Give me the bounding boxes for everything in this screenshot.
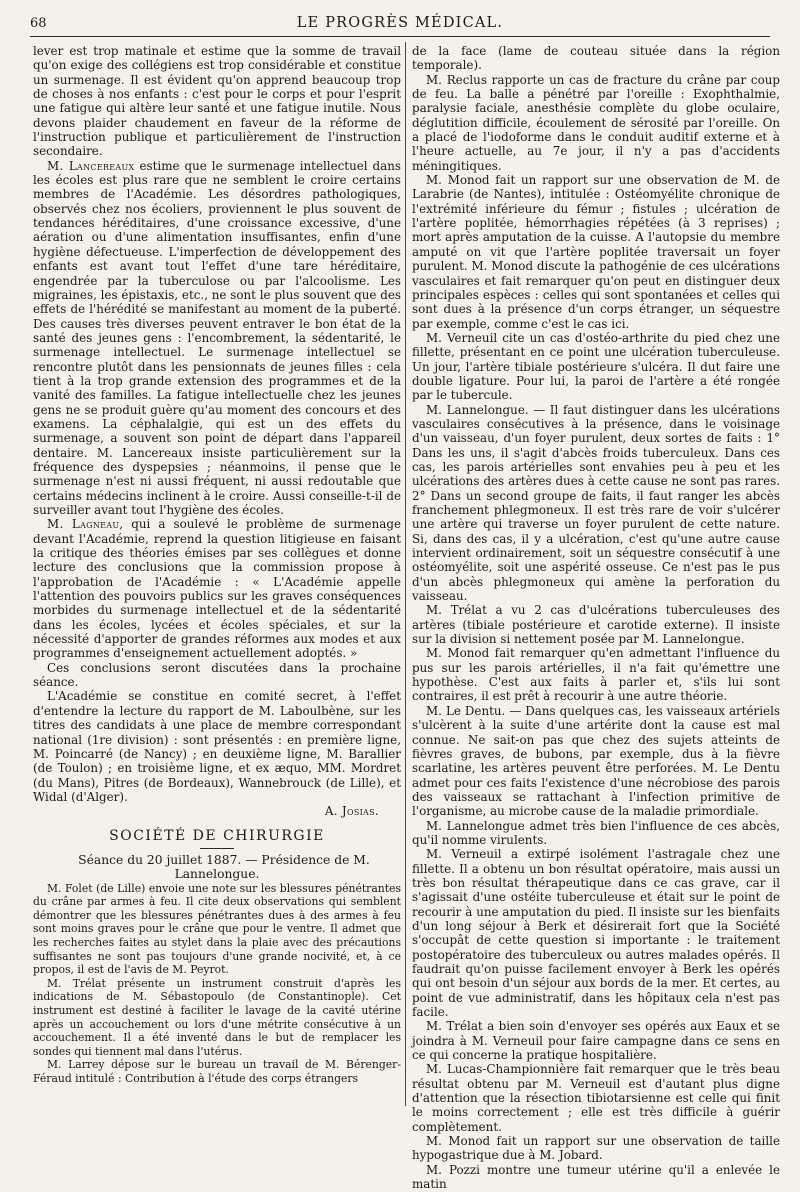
paragraph-le-dentu: M. Le Dentu. — Dans quelques cas, les vaisseaux artériels s'ulcèrent à la suite d'une artérite dont la cause est mal connue. Ne sait-on pas que chez des sujets atteints de fièvres graves, de bubons, par exemple, dus à la fièvre scarlatine, les artères peuvent être perforées. M. Le Dentu admet pour ces faits l'existence d'une nécrobiose des parois des vaisseaux se rattachant à l'infection primitive de l'organisme, au microbe cause de la maladie primordiale. xyxy=(412,703,780,819)
paragraph-surmenage-end: lever est trop matinale et estime que la somme de travail qu'on exige des collégiens est trop considérable et constitue un surmenage. Il est évident qu'on apprend beaucoup trop de choses à nos enfants : c'est pour le corps et pour l'esprit une fatigue qui altère leur santé et une fatigue inutile. Nous devons plaider chaudement en faveur de la réforme de l'instruction publique et particulièrement de l'instruction secondaire. xyxy=(33,44,401,159)
paragraph-pozzi: M. Pozzi montre une tumeur utérine qu'il a enlevée le matin xyxy=(412,1162,780,1192)
right-column xyxy=(412,44,780,1192)
paragraph-verneuil-astragale: M. Verneuil a extirpé isolément l'astragale chez une fillette. Il a obtenu un bon résultat opératoire, mais aussi un très bon résultat thérapeutique dans ce cas grave, car il s'agissait d'une ostéite tuberculeuse et était sur le point de recourir à une amputation du pied. Il insiste sur les bienfaits d'un long séjour à Berk et désirerait fort que la Société s'occupât de cette question si importante : le traitement postopératoire des tuberculeux ou autres malades opérés. Il faudrait qu'on puisse facilement envoyer à Berk les opérés qui ont besoin d'un séjour aux bords de la mer. Et certes, au point de vue administratif, dans les hôpitaux cela n'est pas facile. xyxy=(412,847,780,1020)
paragraph-folet: M. Folet (de Lille) envoie une note sur les blessures pénétrantes du crâne par armes à feu. Il cite deux observations qui semblent démontrer que les blessures pénétrantes dues à des armes à feu sont moins graves pour le crâne que pour le ventre. Il admet que les recherches faites au stylet dans la plaie avec des précautions suffisantes ne sont pas toujours d'une grande nocivité, et, à ce propos, il est de l'avis de M. Peyrot. xyxy=(33,881,401,977)
page-number: 68 xyxy=(30,16,47,31)
speaker-name: M. Lagneau xyxy=(47,517,120,532)
paragraph-trelat-eaux: M. Trélat a bien soin d'envoyer ses opérés aux Eaux et se joindra à M. Verneuil pour faire campagne dans ce sens en ce qui concerne la pratique hospitalière. xyxy=(412,1019,780,1063)
paragraph-lannelongue-virulents: M. Lannelongue admet très bien l'influence de ces abcès, qu'il nomme virulents. xyxy=(412,818,780,847)
paragraph-lagneau xyxy=(33,517,401,660)
page-header xyxy=(30,14,770,37)
paragraph-text: , qui a soulevé le problème de surmenage devant l'Académie, reprend la question litigieuse en faisant la critique des théories émises par ses collègues et donne lecture des conclusions que la commission propose à l'approbation de l'Académie : « L'Académie appelle l'attention des pouvoirs publics sur les graves conséquences morbides du surmenage intellectuel et de la sédentarité dans les écoles, lycées et écoles spéciales, et sur la nécessité d'apporter de grandes réformes aux modes et aux programmes d'enseignement actuellement adoptés. » xyxy=(33,517,401,661)
paragraph-larrey: M. Larrey dépose sur le bureau un travail de M. Bérenger-Féraud intitulé : Contribution à l'étude des corps étrangers xyxy=(33,1058,401,1085)
author-signature: A. Josias. xyxy=(324,804,379,819)
paragraph-reclus: M. Reclus rapporte un cas de fracture du crâne par coup de feu. La balle a pénétré par l'oreille : Exophthalmie, paralysie faciale, anesthésie complète du globe oculaire, déglutition difficile, écoulement de sérosité par l'oreille. On a placé de l'iodoforme dans le conduit auditif externe et à l'heure actuelle, au 7e jour, il n'y a pas d'accidents méningitiques. xyxy=(412,72,780,173)
speaker-name: M. Lancereaux xyxy=(47,158,135,173)
paragraph-monod-taille: M. Monod fait un rapport sur une observation de taille hypogastrique due à M. Jobard. xyxy=(412,1134,780,1163)
paragraph-lancereaux xyxy=(33,159,401,518)
paragraph-text: estime que le surmenage intellectuel dans les écoles est plus rare que ne semblent le croire certains membres de l'Académie. Les désordres pathologiques, observés chez nos écoliers, proviennent le plus souvent de tendances héréditaires, d'une croissance excessive, d'une aération ou d'une alimentation insuffisantes, enfin d'une hygiène défectueuse. L'imperfection de développement des enfants est avant tout l'effet d'une tare héréditaire, engendrée par la tuberculose ou par l'alcoolisme. Les migraines, les épistaxis, etc., ne sont le plus souvent que des effets de l'hérédité se manifestant au moment de la puberté. Des causes très diverses peuvent entraver le bon état de la santé des jeunes gens : l'encombrement, la sédentarité, le surmenage intellectuel. Le surmenage intellectuel se rencontre plutôt dans les pensionnats de jeunes filles : cela tient à la trop grande extension des programmes et de la vanité des familles. La fatigue intellectuelle chez les jeunes gens ne se produit guère qu'au moment des concours et des examens. La céphalalgie, qui est un des effets du surmenage, a souvent son point de départ dans l'appareil dentaire. M. Lancereaux insiste particulièrement sur la fréquence des dyspepsies ; néanmoins, il pense que le surmenage n'est ni aussi fréquent, ni aussi redoutable que certains médecins inclinent à le croire. Aussi conseille-t-il de surveiller avant tout l'hygiène des écoles. xyxy=(33,158,402,517)
paragraph-conclusions: Ces conclusions seront discutées dans la prochaine séance. xyxy=(33,660,401,690)
paragraph-monod-rapport: M. Monod fait un rapport sur une observation de M. de Larabrie (de Nantes), intitulée : Ostéomyélite chronique de l'extrémité inférieure du fémur ; fistules ; ulcération de l'artère poplitée, hémorrhagies répétées (à 3 reprises) ; mort après amputation de la cuisse. A l'autopsie du membre amputé on vit que l'artère poplitée traversait un foyer purulent. M. Monod discute la pathogénie de ces ulcérations vasculaires et fait remarquer qu'on peut en distinguer deux principales espèces : celles qui sont spontanées et celles qui sont dues à la présence d'un corps étranger, un séquestre par exemple, comme c'est le cas ici. xyxy=(412,173,780,331)
paragraph-continuation: de la face (lame de couteau située dans la région temporale). xyxy=(412,44,780,73)
paragraph-verneuil-osteo: M. Verneuil cite un cas d'ostéo-arthrite du pied chez une fillette, présentant en ce point une ulcération tuberculeuse. Un jour, l'artère tibiale postérieure s'ulcéra. Il dut faire une double ligature. Pour lui, la paroi de l'artère a été rongée par le tubercule. xyxy=(412,330,780,403)
paragraph-lannelongue: M. Lannelongue. — Il faut distinguer dans les ulcérations vasculaires consécutives à la présence, dans le voisinage d'un vaisseau, d'un foyer purulent, deux sortes de faits : 1° Dans les uns, il s'agit d'abcès froids tuberculeux. Dans ces cas, les parois artérielles sont envahies peu à peu et les ulcérations des artères dues à cette cause ne sont pas rares. 2° Dans un second groupe de faits, il faut ranger les abcès franchement phlegmoneux. Il est très rare de voir s'ulcérer une artère qui traverse un foyer purulent de cette nature. Si, dans des cas, il y a ulcération, c'est qu'une autre cause intervient ordinairement, soit un séquestre consécutif à une ostéomyélite, soit une aspérité osseuse. Ce n'est pas le pus d'un abcès phlegmoneux qui amène la perforation du vaisseau. xyxy=(412,402,780,604)
paragraph-trelat-instrument: M. Trélat présente un instrument construit d'après les indications de M. Sébastopoulo (de Constantinople). Cet instrument est destiné à faciliter le lavage de la cavité utérine après un accouchement ou lors d'une métrite consécutive à un accouchement. Il a été inventé dans le but de remplacer les sondes qui tiennent mal dans l'utérus. xyxy=(33,976,401,1058)
column-divider xyxy=(405,42,406,1106)
paragraph-trelat-ulcerations: M. Trélat a vu 2 cas d'ulcérations tuberculeuses des artères (tibiale postérieure et carotide externe). Il insiste sur la division si nettement posée par M. Lannelongue. xyxy=(412,603,780,647)
paragraph-lucas-championniere: M. Lucas-Championnière fait remarquer que le très beau résultat obtenu par M. Verneuil est d'autant plus digne d'attention que la résection tibiotarsienne est celle qui finit le moins correctement ; elle est très difficile à guérir complètement. xyxy=(412,1062,780,1134)
seance-line: Séance du 20 juillet 1887. — Présidence de M. Lannelongue. xyxy=(78,852,370,882)
paragraph-monod-remarque: M. Monod fait remarquer qu'en admettant l'influence du pus sur les parois artérielles, il n'a fait qu'émettre une hypothèse. C'est aux faits à parler et, s'ils lui sont contraires, il est prêt à recourir à une autre théorie. xyxy=(412,646,780,704)
paragraph-comite-secret: L'Académie se constitue en comité secret, à l'effet d'entendre la lecture du rapport de M. Laboulbène, sur les titres des candidats à une place de membre correspondant national (1re division) : sont présentés : en première ligne, M. Poincarré (de Nancy) ; en deuxième ligne, M. Barallier (de Toulon) ; en troisième ligne, et ex æquo, MM. Mordret (du Mans), Pitres (de Bordeaux), Wannebrouck (de Lille), et Widal (d'Alger). xyxy=(33,689,401,804)
running-title: LE PROGRÈS MÉDICAL. xyxy=(296,15,504,31)
section-title: SOCIÉTÉ DE CHIRURGIE xyxy=(33,829,401,849)
left-column xyxy=(33,44,401,1106)
